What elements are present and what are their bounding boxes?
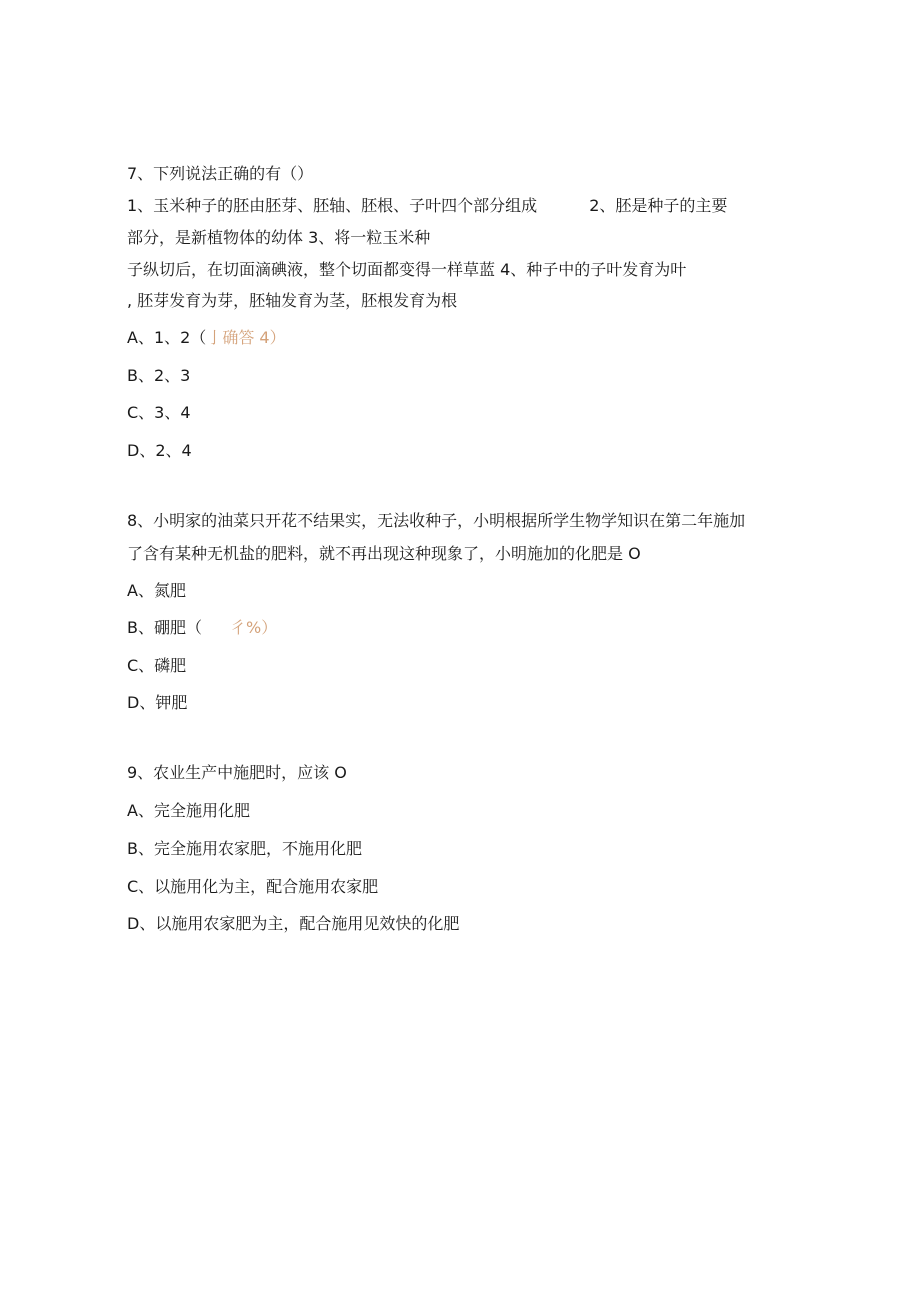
- option-8c: C、磷肥: [127, 656, 187, 675]
- question-7-stem-line: 子纵切后，在切面滴碘液，整个切面都变得一样草蓝 4、种子中的子叶发育为叶: [127, 260, 687, 279]
- question-7-title: 7、下列说法正确的有（）: [127, 164, 314, 183]
- statement-1: 1、玉米种子的胚由胚芽、胚轴、胚根、子叶四个部分组成: [127, 196, 538, 215]
- question-7-stem-line: [127, 195, 727, 217]
- option-text: A、1、2（: [127, 328, 207, 347]
- option-7d: D、2、4: [127, 441, 192, 460]
- answer-annotation: 彳%）: [229, 618, 278, 637]
- question-8-stem-line: 了含有某种无机盐的肥料，就不再出现这种现象了，小明施加的化肥是 O: [127, 544, 641, 563]
- question-8-stem-line: 8、小明家的油菜只开花不结果实，无法收种子，小明根据所学生物学知识在第二年施加: [127, 511, 746, 530]
- option-8a: A、氮肥: [127, 581, 186, 600]
- option-8b: [127, 617, 277, 639]
- option-7c: C、3、4: [127, 403, 191, 422]
- option-7b: B、2、3: [127, 366, 191, 385]
- option-9b: B、完全施用农家肥，不施用化肥: [127, 839, 362, 858]
- question-9-title: 9、农业生产中施肥时，应该 O: [127, 763, 347, 782]
- option-7a: [127, 327, 286, 349]
- option-9d: D、以施用农家肥为主，配合施用见效快的化肥: [127, 914, 460, 933]
- option-9c: C、以施用化为主，配合施用农家肥: [127, 877, 379, 896]
- statement-2: 2、胚是种子的主要: [589, 196, 728, 215]
- answer-annotation: 亅确答 4）: [206, 328, 286, 347]
- question-7-stem-line: , 胚芽发育为芽，胚轴发育为茎，胚根发育为根: [127, 291, 458, 310]
- question-7-stem-line: 部分，是新植物体的幼体 3、将一粒玉米种: [127, 228, 431, 247]
- option-9a: A、完全施用化肥: [127, 801, 250, 820]
- option-text: B、硼肥（: [127, 618, 202, 637]
- option-8d: D、钾肥: [127, 693, 188, 712]
